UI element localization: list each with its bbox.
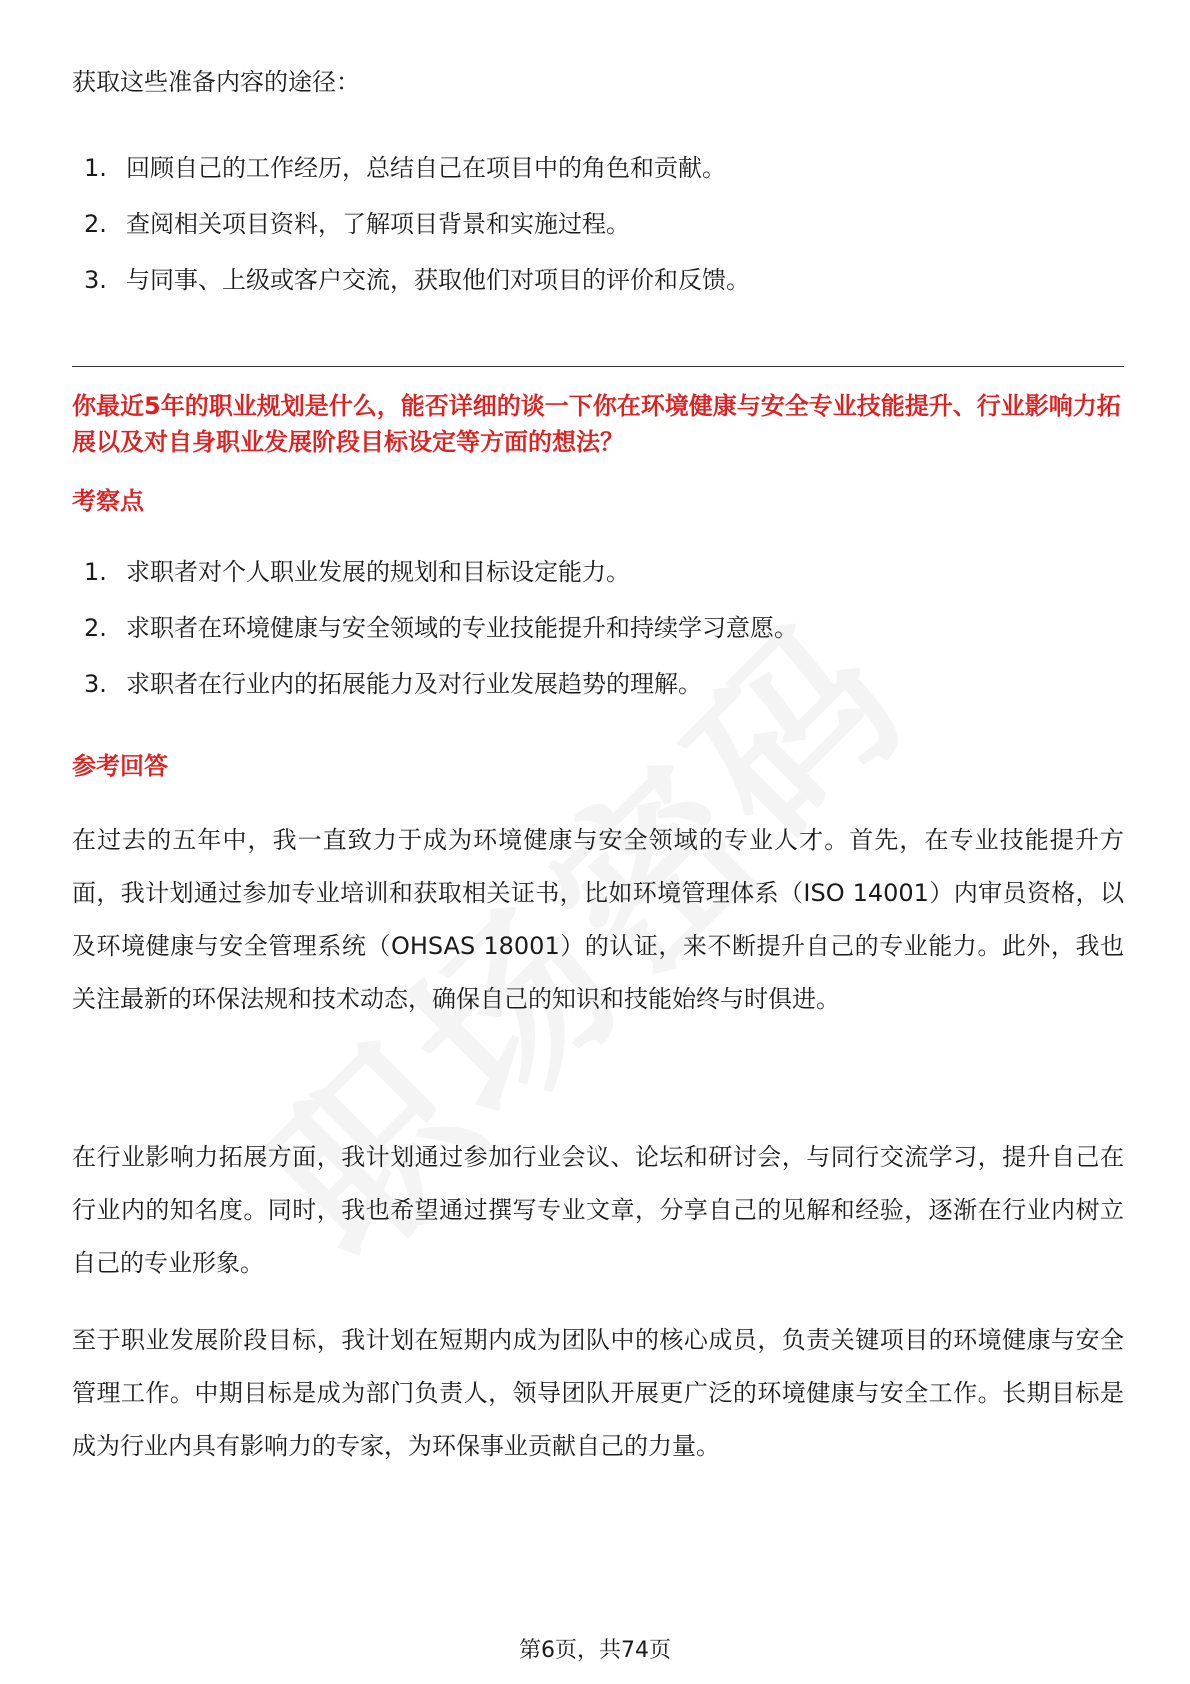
section-title-assessment: 考察点 [72,487,144,515]
list-item-text: 求职者在行业内的拓展能力及对行业发展趋势的理解。 [126,670,702,698]
intro-text: 获取这些准备内容的途径： [72,68,360,96]
list-number: 3. [84,670,107,698]
list-item [84,610,1124,666]
list-number: 3. [84,266,107,294]
list-item-text: 与同事、上级或客户交流，获取他们对项目的评价和反馈。 [126,266,750,294]
answer-paragraph: 在过去的五年中，我一直致力于成为环境健康与安全领域的专业人才。首先，在专业技能提升方面，我计划通过参加专业培训和获取相关证书，比如环境管理体系（ISO 14001）内审员资格，以及环境健康与安全管理系统（OHSAS 18001）的认证，来不断提升自己的专业能力。此外，我也关注最新的环保法规和技术动态，确保自己的知识和技能始终与时俱进。 [72,826,1124,1013]
list-item-text: 求职者对个人职业发展的规划和目标设定能力。 [126,558,630,586]
list-item-text: 回顾自己的工作经历，总结自己在项目中的角色和贡献。 [126,154,726,182]
list-item-text: 查阅相关项目资料，了解项目背景和实施过程。 [126,210,630,238]
list-number: 2. [84,614,107,642]
list-item [84,150,1124,206]
section-title-reference-answer: 参考回答 [72,752,168,780]
list-item [84,554,1124,610]
list-item-text: 求职者在环境健康与安全领域的专业技能提升和持续学习意愿。 [126,614,798,642]
answer-paragraph: 至于职业发展阶段目标，我计划在短期内成为团队中的核心成员，负责关键项目的环境健康与安全管理工作。中期目标是成为部门负责人，领导团队开展更广泛的环境健康与安全工作。长期目标是成为行业内具有影响力的专家，为环保事业贡献自己的力量。 [72,1326,1124,1460]
answer-paragraph: 在行业影响力拓展方面，我计划通过参加行业会议、论坛和研讨会，与同行交流学习，提升自己在行业内的知名度。同时，我也希望通过撰写专业文章，分享自己的见解和经验，逐渐在行业内树立自己的专业形象。 [72,1143,1124,1277]
list-item [84,666,1124,722]
question-heading: 你最近5年的职业规划是什么，能否详细的谈一下你在环境健康与安全专业技能提升、行业影响力拓展以及对自身职业发展阶段目标设定等方面的想法？ [72,392,1121,456]
list-number: 1. [84,558,107,586]
section-divider [72,366,1124,367]
list-item [84,262,1124,318]
list-number: 2. [84,210,107,238]
list-number: 1. [84,154,107,182]
list-item [84,206,1124,262]
assessment-list [84,554,1124,722]
preparation-list [84,150,1124,318]
page-number-footer: 第6页，共74页 [519,1638,671,1663]
